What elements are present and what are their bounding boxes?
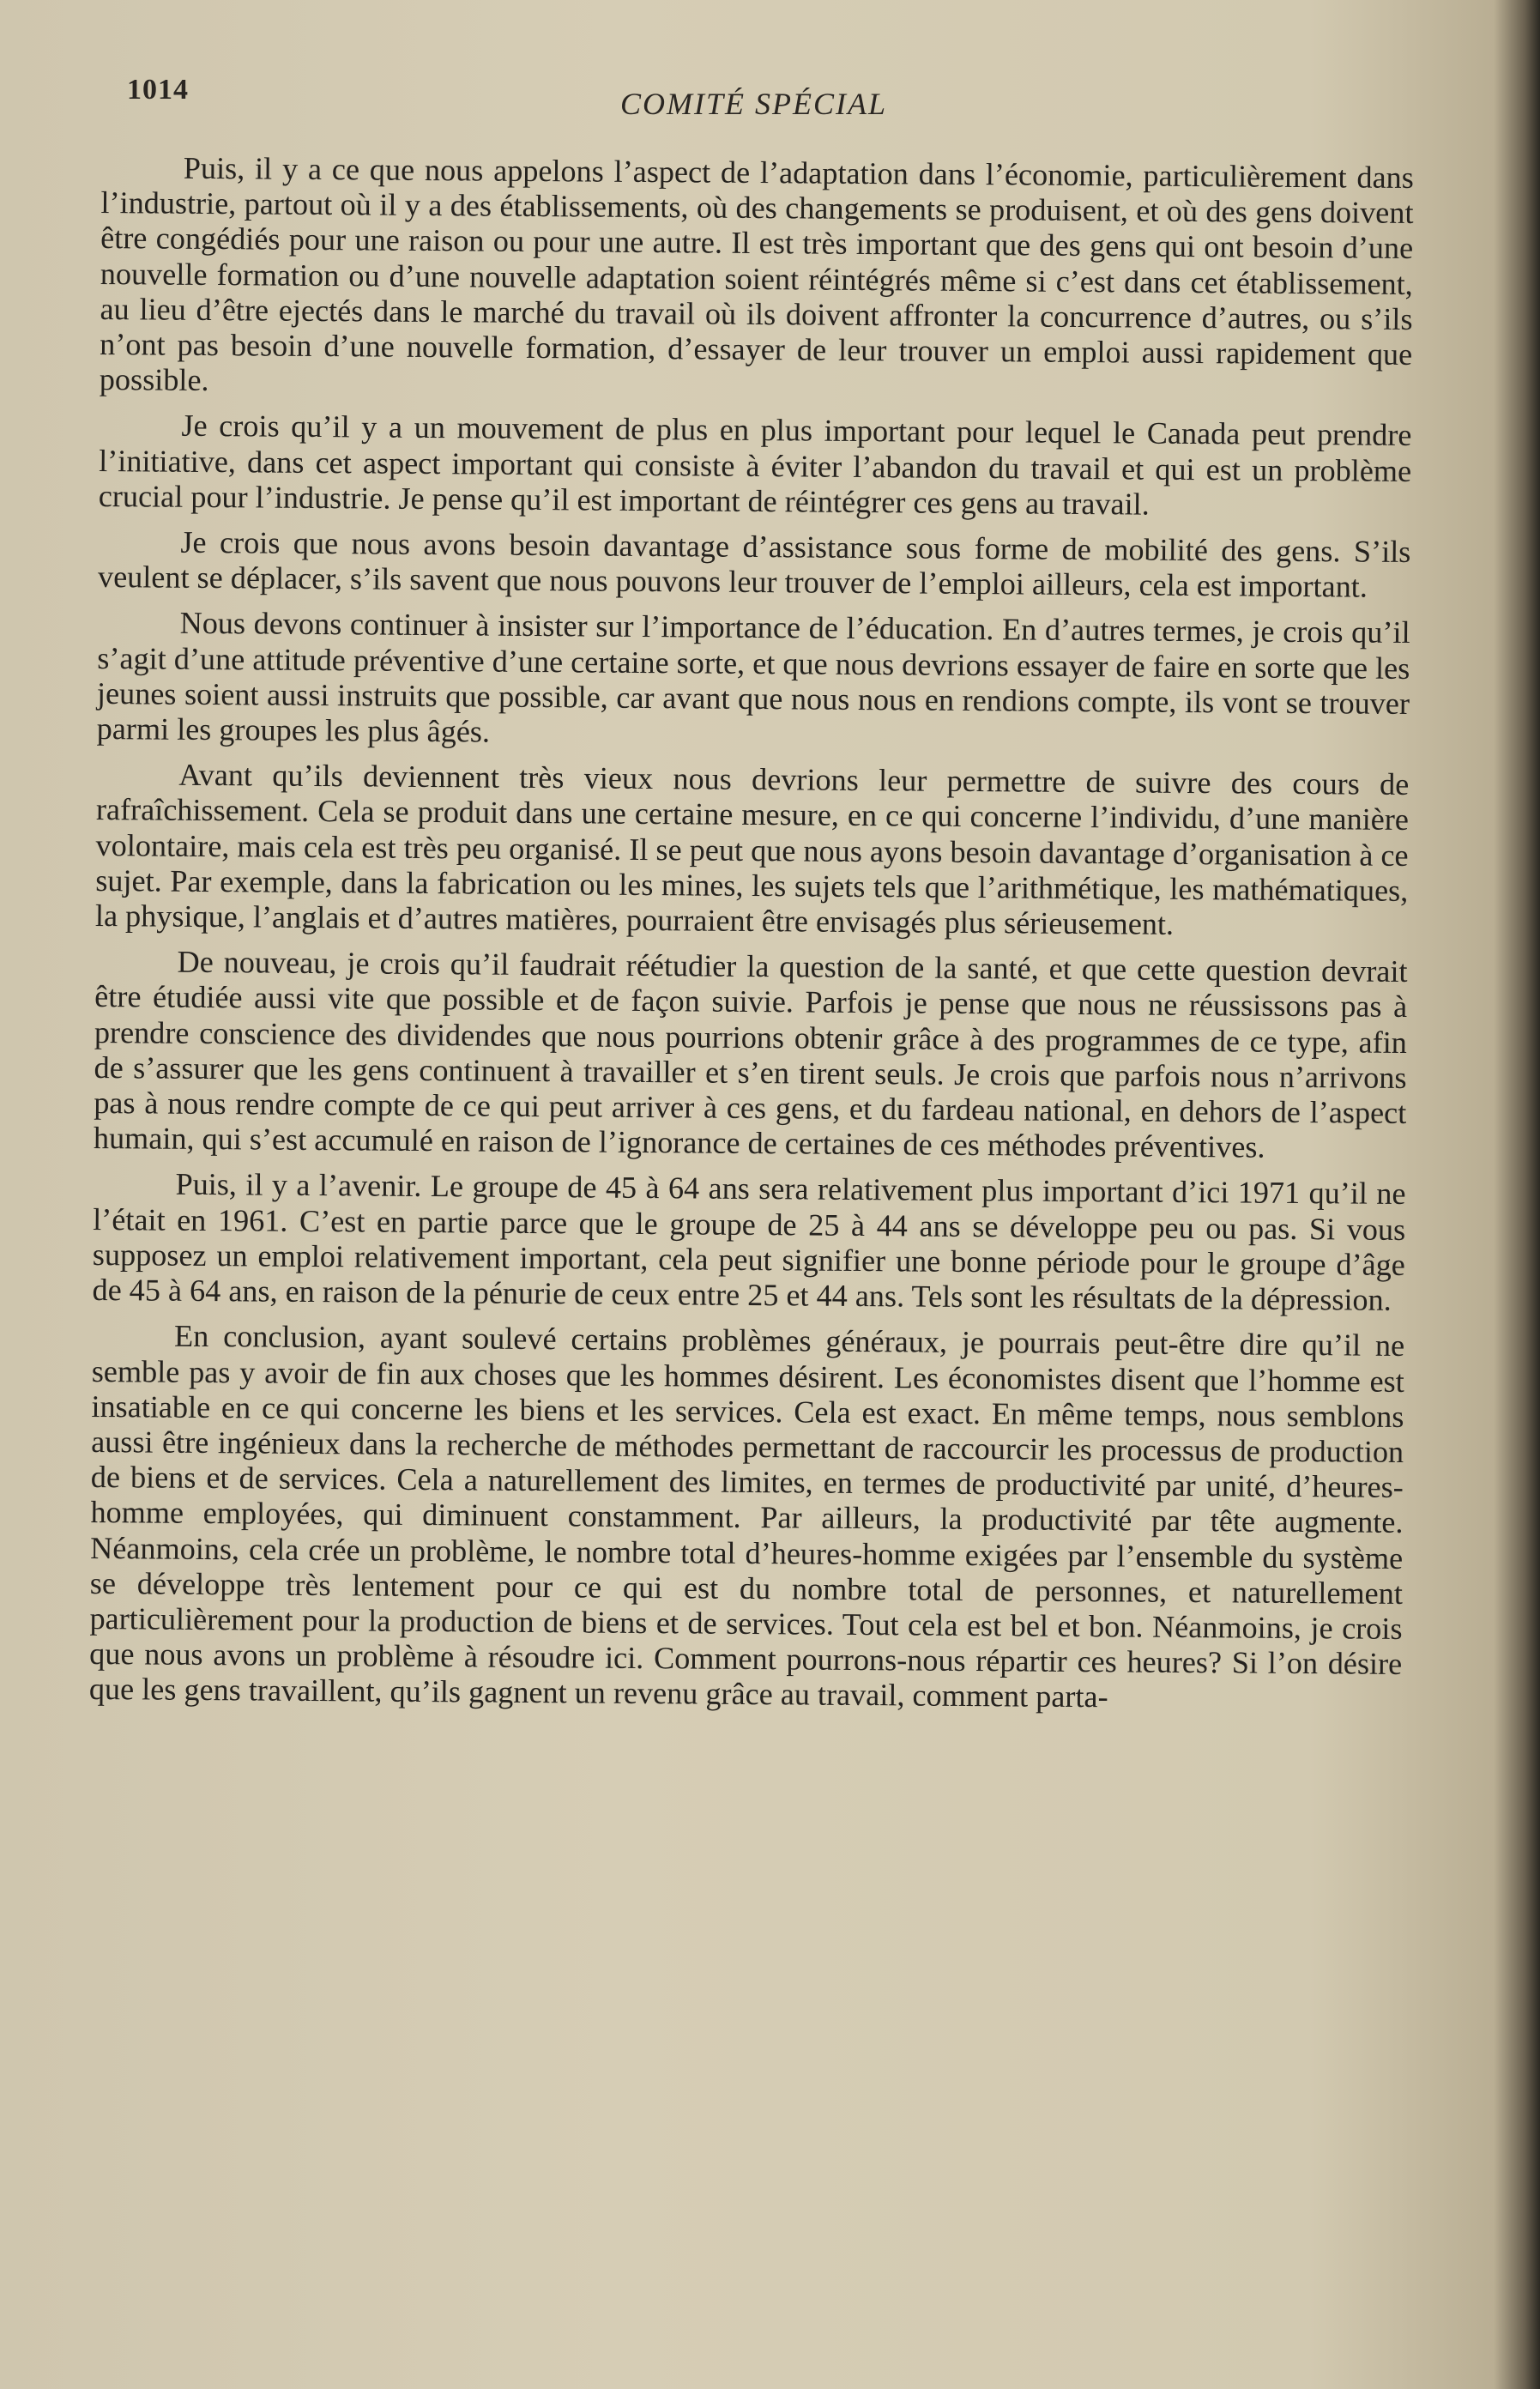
running-head: COMITÉ SPÉCIAL bbox=[620, 87, 887, 121]
paragraph-mobility: Je crois que nous avons besoin davantage d’assistance sous forme de mobilité des gens. S’ils veulent se déplacer, s’ils savent que nous pouvons leur trouver de l’emploi ailleurs, cela est important. bbox=[97, 524, 1411, 604]
paragraph-future: Puis, il y a l’avenir. Le groupe de 45 à 64 ans sera relativement plus important d’ici 1971 qu’il ne l’était en 1961. C’est en partie parce que le groupe de 25 à 44 ans se développe peu ou pas. Si vous supposez un emploi relativement important, cela peut signifier une bonne période pour le groupe d’âge de 45 à 64 ans, en raison de la pénurie de ceux entre 25 et 44 ans. Tels sont les résultats de la dépression. bbox=[92, 1167, 1406, 1317]
paragraph-canada-initiative: Je crois qu’il y a un mouvement de plus en plus important pour lequel le Canada peut prendre l’initiative, dans cet aspect important qui consiste à éviter l’abandon du travail et qui est un problème crucial pour l’industrie. Je pense qu’il est important de réintégrer ces gens au travail. bbox=[98, 408, 1412, 522]
paragraph-adaptation: Puis, il y a ce que nous appelons l’aspect de l’adaptation dans l’économie, particulièrement dans l’industrie, partout où il y a des établissements, où des changements se produisent, et où des gens doivent être congédiés pour une raison ou pour une autre. Il est très important que des gens qui ont besoin d’une nouvelle formation ou d’une nouvelle adaptation soient réintégrés même si c’est dans cet établissement, au lieu d’être ejectés dans le marché du travail où ils doivent affronter la concurrence d’autres, ou s’ils n’ont pas besoin d’une nouvelle formation, d’essayer de leur trouver un emploi aussi rapidement que possible. bbox=[99, 150, 1414, 398]
body-text bbox=[89, 150, 1414, 1727]
paragraph-health: De nouveau, je crois qu’il faudrait réétudier la question de la santé, et que cette question devrait être étudiée aussi vite que possible et de façon suivie. Parfois je pense que nous ne réussissons pas à prendre conscience des dividendes que nous pourrions obtenir grâce à des programmes de ce type, afin de s’assurer que les gens continuent à travailler et s’en tirent seuls. Je crois que parfois nous n’arrivons pas à nous rendre compte de ce qui peut arriver à ces gens, et du fardeau national, en dehors de l’aspect humain, qui s’est accumulé en raison de l’ignorance de certaines de ces méthodes préventives. bbox=[93, 944, 1408, 1164]
page-number: 1014 bbox=[127, 74, 189, 106]
paragraph-refresher-courses: Avant qu’ils deviennent très vieux nous devrions leur permettre de suivre des cours de rafraîchissement. Cela se produit dans une certaine mesure, en ce qui concerne l’individu, d’une manière volontaire, mais cela est très peu organisé. Il se peut que nous ayons besoin davantage d’organisation à ce sujet. Par exemple, dans la fabrication ou les mines, les sujets tels que l’arithmétique, les mathématiques, la physique, l’anglais et d’autres matières, pourraient être envisagés plus sérieusement. bbox=[94, 757, 1410, 941]
paragraph-education: Nous devons continuer à insister sur l’importance de l’éducation. En d’autres termes, je crois qu’il s’agit d’une attitude préventive d’une certaine sorte, et que nous devrions essayer de faire en sorte que les jeunes soient aussi instruits que possible, car avant que nous nous en rendions compte, ils vont se trouver parmi les groupes les plus âgés. bbox=[96, 606, 1410, 749]
paragraph-conclusion: En conclusion, ayant soulevé certains problèmes généraux, je pourrais peut-être dire qu’il ne semble pas y avoir de fin aux choses que les hommes désirent. Les économistes disent que l’homme est insatiable en ce qui concerne les biens et les services. Cela est exact. En même temps, nous semblons aussi être ingénieux dans la recherche de méthodes permettant de raccourcir les processus de production de biens et de services. Cela a naturellement des limites, en termes de productivité par unité, d’heures-homme employées, qui diminuent constamment. Par ailleurs, la productivité par tête augmente. Néanmoins, cela crée un problème, le nombre total d’heures-homme exigées par l’ensemble du système se développe très lentement pour ce qui est du nombre total de personnes, et naturellement particulièrement pour la production de biens et de services. Tout cela est bel et bon. Néanmoins, je crois que nous avons un problème à résoudre ici. Comment pourrons-nous répartir ces heures? Si l’on désire que les gens travaillent, qu’ils gagnent un revenu grâce au travail, comment parta- bbox=[88, 1319, 1405, 1715]
page-header bbox=[120, 70, 1407, 122]
